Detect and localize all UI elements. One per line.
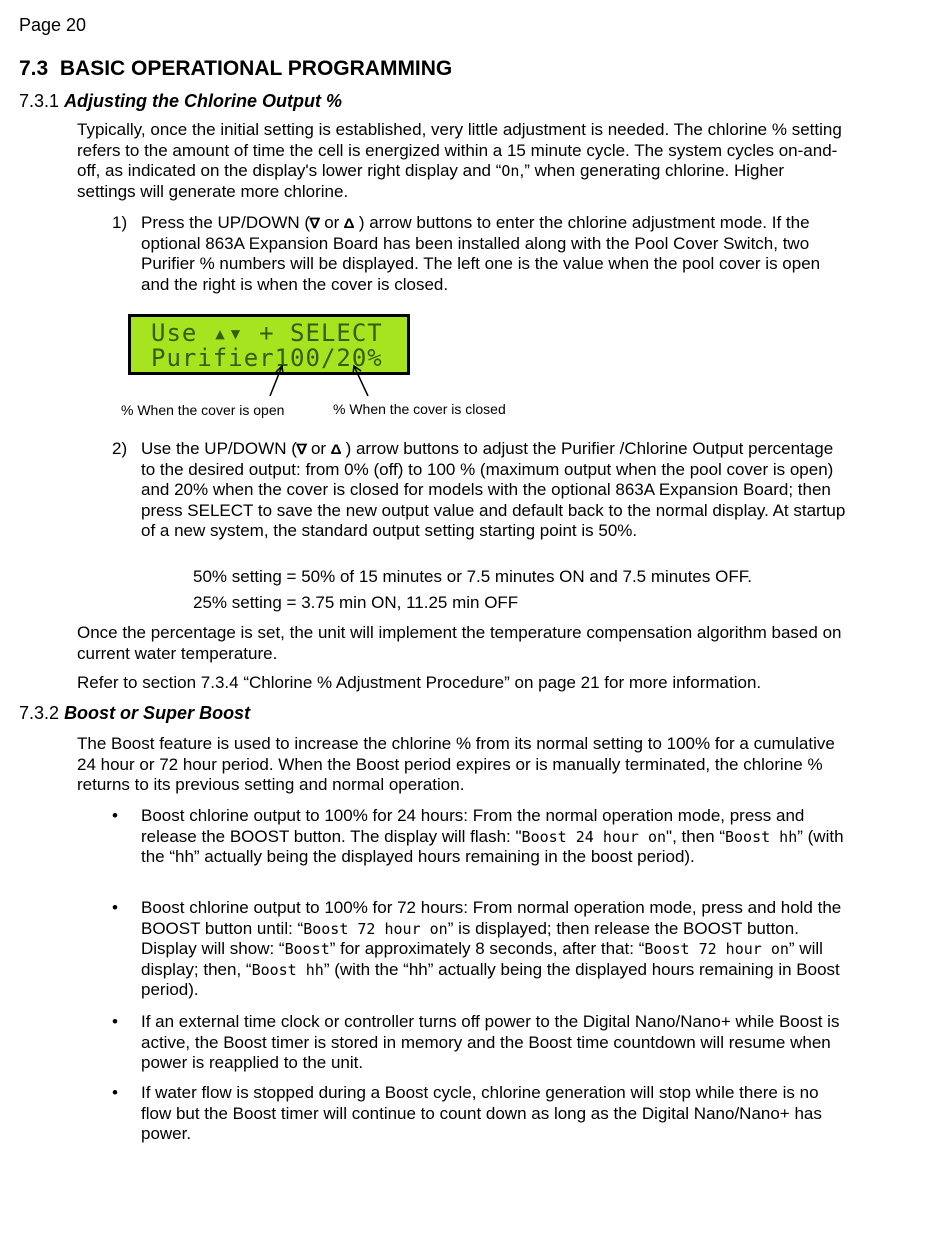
- intro-text-end: ,” when generating chlorine. Higher settings will generate more chlorine.: [77, 161, 785, 201]
- step-marker: 1): [112, 213, 128, 232]
- bullet-text: ” for approximately 8 seconds, after that: “: [329, 939, 645, 958]
- step-text: Press the UP/DOWN (: [141, 213, 311, 232]
- up-arrow-icon: Δ: [330, 441, 342, 457]
- display-code: Boost hh: [725, 827, 798, 846]
- bullet-text: ” will display; then, “: [141, 939, 823, 979]
- step-text: Use the UP/DOWN (: [141, 439, 297, 458]
- bullet-text: If an external time clock or controller turns off power to the Digital Nano/Nano+ while Boost is active, the Boost timer is stored in memory and the Boost time countdown will resume when power is reapplied to the unit.: [141, 1012, 840, 1072]
- display-code: Boost 72 hour on: [644, 940, 789, 958]
- calc-example-50: 50% setting = 50% of 15 minutes or 7.5 minutes ON and 7.5 minutes OFF.: [193, 567, 752, 586]
- bullet-marker: •: [112, 898, 118, 917]
- bullet-boost-24: [112, 806, 852, 868]
- calc-example-25: 25% setting = 3.75 min ON, 11.25 min OFF: [193, 593, 519, 612]
- bullet-text: If water flow is stopped during a Boost cycle, chlorine generation will stop while there is no flow but the Boost timer will continue to count down as long as the Digital Nano/Nano+ has power.: [141, 1083, 822, 1143]
- bullet-text: ” (with the “hh” actually being the displayed hours remaining in the boost period).: [141, 826, 844, 866]
- section-heading: [19, 57, 452, 81]
- bullet-marker: •: [112, 1083, 118, 1102]
- caption-cover-closed: % When the cover is closed: [333, 401, 506, 417]
- bullet-boost-72: [112, 898, 852, 1001]
- caption-cover-open: % When the cover is open: [121, 402, 285, 418]
- on-indicator-code: On: [501, 162, 520, 180]
- lcd-line-1: Use ▴▾ + SELECT: [151, 319, 383, 347]
- chlorine-intro-paragraph: [77, 120, 847, 202]
- lcd-line-2: Purifier100/20%: [151, 344, 383, 372]
- subsection-number: 7.3.1: [19, 91, 60, 111]
- subsection-title: Adjusting the Chlorine Output %: [64, 91, 343, 111]
- bullet-marker: •: [112, 1012, 118, 1031]
- step-marker: 2): [112, 439, 128, 458]
- bullet-water-flow: [112, 1083, 852, 1145]
- boost-intro-paragraph: The Boost feature is used to increase the chlorine % from its normal setting to 100% for a cumulative 24 hour or 72 hour period. When the Boost period expires or is manually terminated, the chlorine % returns to its previous setting and normal operation.: [77, 734, 835, 794]
- down-arrow-icon: ∇: [309, 215, 320, 231]
- compensation-paragraph: Once the percentage is set, the unit will implement the temperature compensation algorithm based on current water temperature.: [77, 623, 842, 663]
- step-2: [112, 439, 852, 542]
- step-text-or: or: [319, 213, 345, 232]
- subsection-heading-chlorine: [19, 91, 342, 112]
- step-text-or: or: [306, 439, 331, 458]
- up-arrow-icon: Δ: [343, 215, 355, 231]
- arrow-closed-icon: [353, 366, 368, 396]
- bullet-text: ” is displayed; then release the BOOST button. Display will show: “: [141, 918, 799, 958]
- display-code: Boost hh: [251, 960, 324, 979]
- display-code: Boost 24 hour on: [521, 827, 667, 846]
- bullet-text: ", then “: [666, 826, 725, 846]
- step-1: [112, 213, 852, 295]
- bullet-marker: •: [112, 806, 118, 825]
- bullet-text: Boost chlorine output to 100% for 24 hours: From the normal operation mode, press and release the BOOST button. The display will flash: ": [141, 806, 805, 846]
- caption-pointer-arrows: [260, 362, 380, 402]
- arrow-open-icon: [270, 366, 283, 396]
- bullet-power-loss: [112, 1012, 852, 1074]
- step-text-rest: ) arrow buttons to adjust the Purifier /Chlorine Output percentage to the desired output: from 0% (off) to 100 % (maximum output when the pool cover is open) and 20% when the cover is closed for models with the optional 863A Expansion Board; then press SELECT to save the new output value and default back to the normal display. At startup of a new system, the standard output setting starting point is 50%.: [141, 439, 846, 540]
- refer-paragraph: Refer to section 7.3.4 “Chlorine % Adjustment Procedure” on page 21 for more information.: [77, 673, 762, 692]
- section-title: BASIC OPERATIONAL PROGRAMMING: [59, 57, 453, 80]
- section-number: 7.3: [19, 57, 49, 80]
- bullet-text: ” (with the “hh” actually being the displayed hours remaining in Boost period).: [141, 959, 840, 999]
- subsection-title: Boost or Super Boost: [64, 703, 251, 723]
- bullet-text: Boost chlorine output to 100% for 72 hours: From normal operation mode, press and hold the BOOST button until: “: [141, 898, 842, 938]
- subsection-number: 7.3.2: [19, 703, 60, 723]
- page-number: Page 20: [19, 15, 87, 35]
- step-text-rest: ) arrow buttons to enter the chlorine adjustment mode. If the optional 863A Expansion Board has been installed along with the Pool Cover Switch, two Purifier % numbers will be displayed. The left one is the value when the pool cover is open and the right is when the cover is closed.: [141, 213, 821, 294]
- subsection-heading-boost: [19, 703, 250, 724]
- intro-text: Typically, once the initial setting is established, very little adjustment is needed. The chlorine % setting refers to the amount of time the cell is energized within a 15 minute cycle. The system cycles on-and-off, as indicated on the display's lower right display and “: [77, 120, 842, 180]
- display-code: Boost 72 hour on: [303, 919, 448, 938]
- down-arrow-icon: ∇: [296, 441, 307, 457]
- display-code: Boost: [284, 940, 330, 958]
